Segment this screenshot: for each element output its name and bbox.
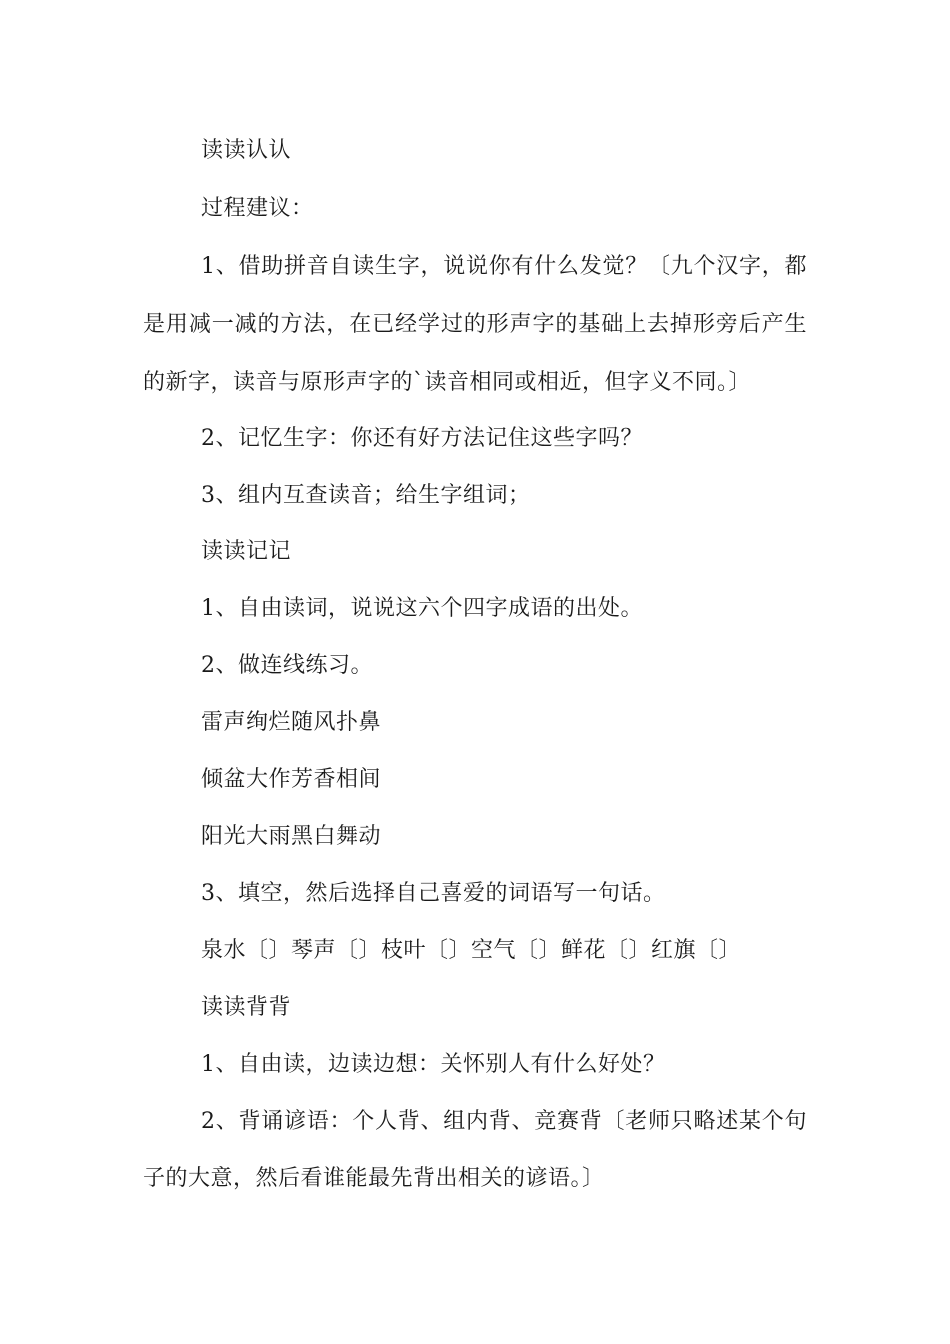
paragraph-line: 3、组内互查读音；给生字组词； — [201, 483, 531, 508]
paragraph-line: 子的大意，然后看谁能最先背出相关的谚语。〕 — [143, 1166, 605, 1191]
paragraph-line: 1、自由读，边读边想：关怀别人有什么好处？ — [201, 1052, 666, 1077]
matching-row: 倾盆大作芳香相间 — [201, 767, 382, 792]
matching-row: 雷声绚烂随风扑鼻 — [201, 710, 382, 735]
paragraph-line: 是用减一减的方法，在已经学过的形声字的基础上去掉形旁后产生 — [143, 312, 807, 337]
paragraph-line: 2、记忆生字：你还有好方法记住这些字吗？ — [201, 426, 643, 451]
process-suggestion-label: 过程建议： — [201, 196, 314, 221]
fill-blank-row: 泉水〔〕琴声〔〕枝叶〔〕空气〔〕鲜花〔〕红旗〔〕 — [201, 938, 742, 963]
paragraph-line: 的新字，读音与原形声字的`读音相同或相近，但字义不同。〕 — [143, 370, 752, 395]
paragraph-line: 1、借助拼音自读生字，说说你有什么发觉？〔九个汉字，都 — [201, 254, 807, 279]
section-heading-read-recognize: 读读认认 — [201, 138, 292, 163]
paragraph-line: 3、填空，然后选择自己喜爱的词语写一句话。 — [201, 881, 666, 906]
paragraph-line: 2、做连线练习。 — [201, 653, 373, 678]
section-heading-read-memorize: 读读记记 — [201, 539, 292, 564]
matching-row: 阳光大雨黑白舞动 — [201, 824, 382, 849]
paragraph-line: 2、背诵谚语：个人背、组内背、竞赛背〔老师只略述某个句 — [201, 1109, 807, 1134]
paragraph-line: 1、自由读词，说说这六个四字成语的出处。 — [201, 596, 643, 621]
section-heading-read-recite: 读读背背 — [201, 995, 292, 1020]
